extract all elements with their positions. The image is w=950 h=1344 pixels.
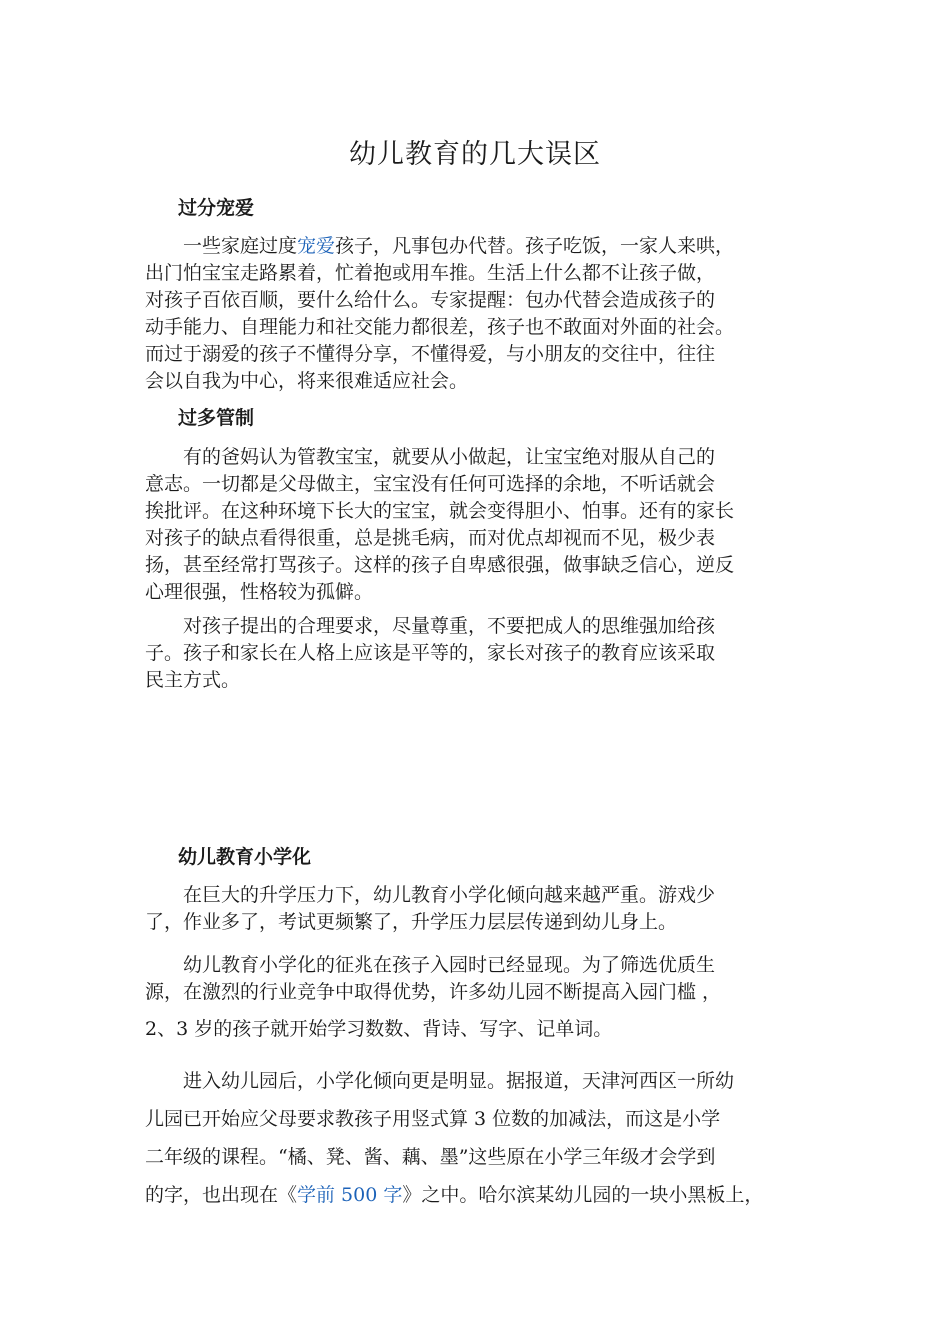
text-line: 扬，甚至经常打骂孩子。这样的孩子自卑感很强，做事缺乏信心，逆反: [145, 554, 735, 576]
paragraph-overindulgence: [145, 233, 815, 395]
text-line: [145, 233, 815, 260]
text-run: 进入幼儿园后，小学化倾向更是明显。据报道，天津河西区一所幼: [183, 1070, 735, 1092]
text-run: 幼儿教育小学化的征兆在孩子入园时已经显现。为了筛选优质生: [183, 954, 716, 976]
text-line: 2、3 岁的孩子就开始学习数数、背诗、写字、记单词。: [145, 1018, 613, 1040]
text-line: [145, 1062, 815, 1100]
text-run: 一些家庭过度: [183, 235, 298, 257]
text-line: 意志。一切都是父母做主，宝宝没有任何可选择的余地，不听话就会: [145, 473, 716, 495]
text-line: 源，在激烈的行业竞争中取得优势，许多幼儿园不断提高入园门槛 ，: [145, 981, 722, 1003]
text-line: 会以自我为中心，将来很难适应社会。: [145, 370, 469, 392]
text-line: [145, 1176, 815, 1214]
section-heading-overindulgence: 过分宠爱: [178, 197, 255, 219]
text-line: [145, 613, 815, 640]
text-run: 的字，也出现在《: [145, 1184, 298, 1206]
text-run: 孩子，凡事包办代替。孩子吃饭，一家人来哄，: [335, 235, 735, 257]
text-line: [145, 444, 815, 471]
text-run: 对孩子提出的合理要求，尽量尊重，不要把成人的思维强加给孩: [183, 615, 716, 637]
doting-link[interactable]: 宠爱: [297, 235, 336, 257]
text-line: 出门怕宝宝走路累着，忙着抱或用车推。生活上什么都不让孩子做，: [145, 262, 716, 284]
text-run: 》之中。哈尔滨某幼儿园的一块小黑板上，: [402, 1184, 764, 1206]
text-run: 有的爸妈认为管教宝宝，就要从小做起，让宝宝绝对服从自己的: [183, 446, 716, 468]
text-line: 对孩子百依百顺，要什么给什么。专家提醒：包办代替会造成孩子的: [145, 289, 716, 311]
text-line: 民主方式。: [145, 669, 241, 691]
section-heading-overcontrol: 过多管制: [178, 407, 255, 429]
paragraph-schoolification-1: [145, 882, 815, 936]
paragraph-overcontrol-2: [145, 613, 815, 694]
text-line: 挨批评。在这种环境下长大的宝宝，就会变得胆小、怕事。还有的家长: [145, 500, 735, 522]
paragraph-overcontrol-1: [145, 444, 815, 606]
text-line: 而过于溺爱的孩子不懂得分享，不懂得爱，与小朋友的交往中，往往: [145, 343, 716, 365]
paragraph-schoolification-3: [145, 1062, 815, 1214]
text-line: 对孩子的缺点看得很重，总是挑毛病，而对优点却视而不见，极少表: [145, 527, 716, 549]
section-heading-schoolification: 幼儿教育小学化: [178, 846, 312, 868]
text-line: 子。孩子和家长在人格上应该是平等的，家长对孩子的教育应该采取: [145, 642, 716, 664]
document-title: 幼儿教育的几大误区: [349, 139, 601, 170]
text-line: 了，作业多了，考试更频繁了，升学压力层层传递到幼儿身上。: [145, 911, 678, 933]
text-line: [145, 952, 815, 979]
preschool-500-words-link[interactable]: 学前 500 字: [297, 1184, 403, 1206]
paragraph-schoolification-2: [145, 952, 815, 1043]
text-line: 心理很强，性格较为孤僻。: [145, 581, 374, 603]
text-run: 在巨大的升学压力下，幼儿教育小学化倾向越来越严重。游戏少: [183, 884, 716, 906]
text-line: 二年级的课程。“橘、凳、酱、藕、墨”这些原在小学三年级才会学到: [145, 1146, 716, 1168]
text-line: 儿园已开始应父母要求教孩子用竖式算 3 位数的加减法，而这是小学: [145, 1108, 721, 1130]
text-line: 动手能力、自理能力和社交能力都很差，孩子也不敢面对外面的社会。: [145, 316, 735, 338]
text-line: [145, 882, 815, 909]
